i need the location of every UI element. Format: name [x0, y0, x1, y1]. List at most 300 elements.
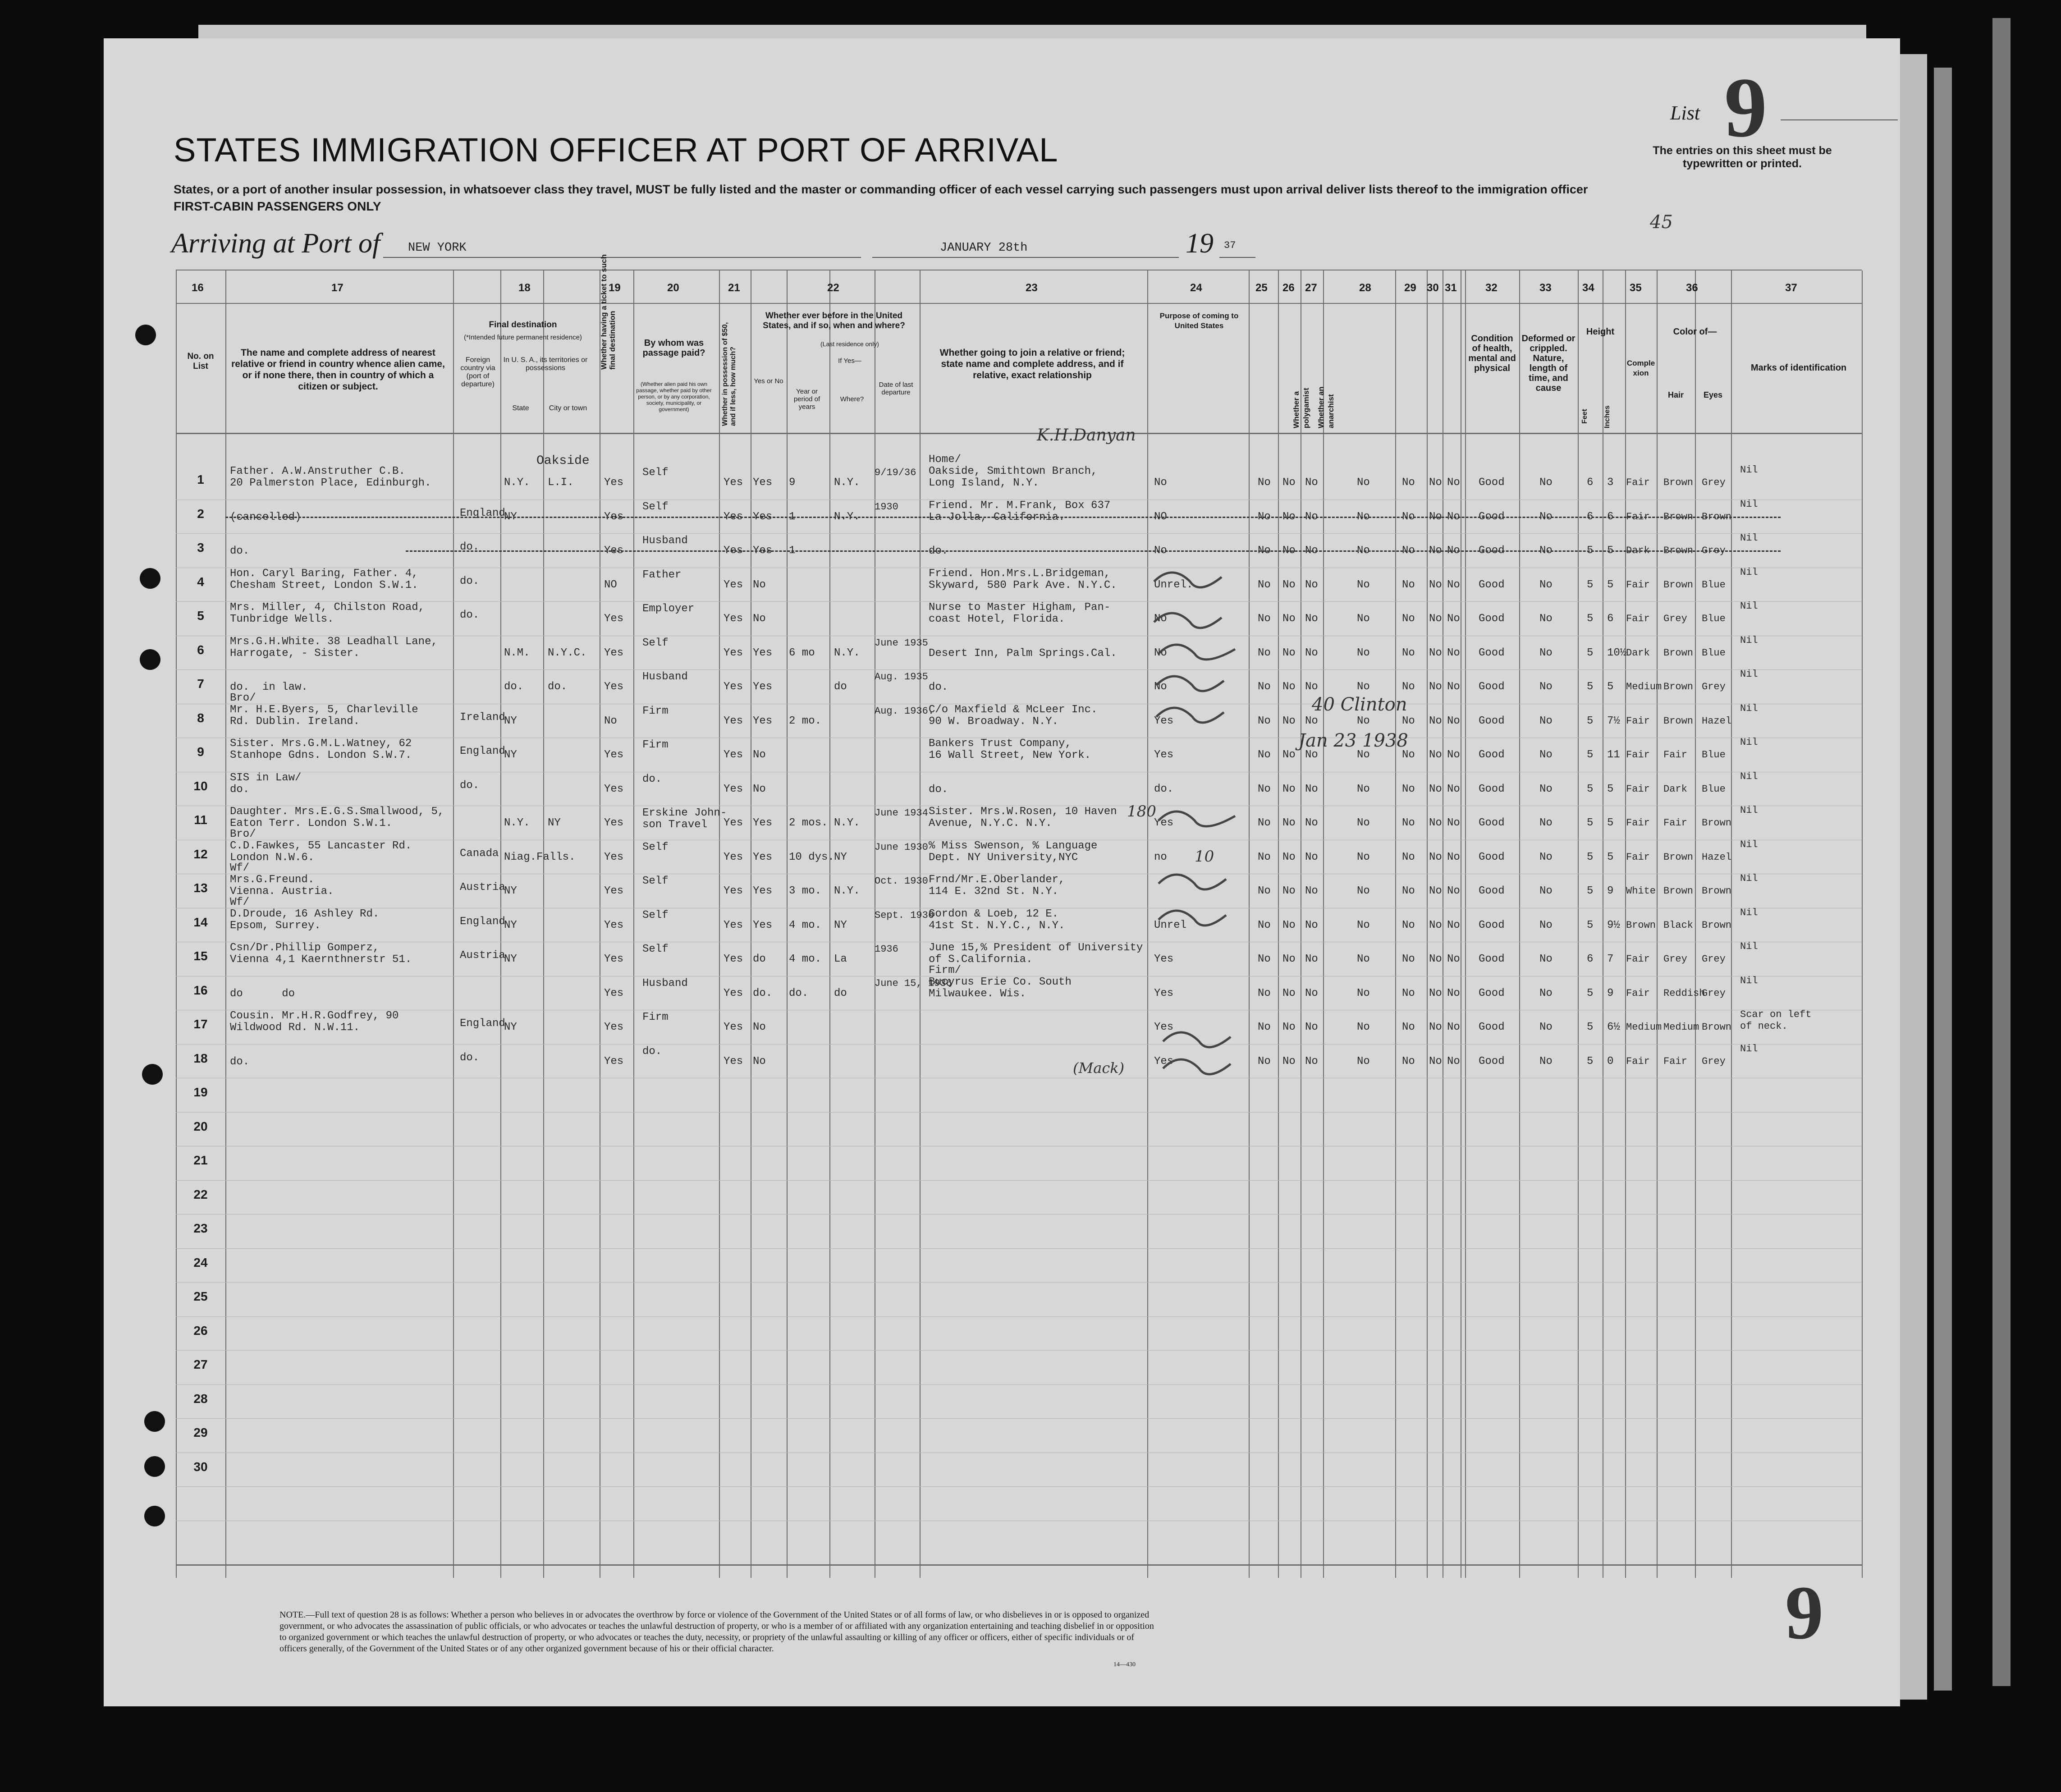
col29: No: [1402, 578, 1415, 591]
list-label: List: [1670, 102, 1700, 124]
relative-address: Csn/Dr.Phillip Gomperz, Vienna 4,1 Kaernthnerstr 51.: [230, 942, 412, 966]
col29: No: [1402, 987, 1415, 999]
col33-header: Deformed or crippled. Nature, length of time, and cause: [1521, 334, 1576, 393]
anarchist: No: [1305, 613, 1318, 625]
fifty-dollars: Yes: [724, 715, 743, 727]
where-in-us: NY: [834, 919, 847, 931]
col29: No: [1402, 817, 1415, 829]
foreign-country: do.: [460, 609, 480, 621]
col30: No: [1429, 646, 1442, 659]
height-inches: 6½: [1607, 1021, 1620, 1033]
purpose: Yes: [1154, 817, 1174, 829]
col25: No: [1258, 1021, 1271, 1033]
eye-color: Grey: [1702, 477, 1726, 488]
passage-paid-by: Self: [642, 467, 669, 479]
col18-note: (*Intended future permanent residence): [464, 334, 582, 341]
col30: No: [1429, 613, 1442, 625]
identification-marks: Nil: [1740, 634, 1758, 646]
ticket: Yes: [604, 987, 624, 999]
polygamist: No: [1282, 715, 1296, 727]
eye-color: Brown: [1702, 817, 1732, 829]
height-feet: 6: [1587, 477, 1594, 489]
col30: No: [1429, 1021, 1442, 1033]
city-header: City or town: [549, 404, 587, 412]
hair-color: Brown: [1663, 477, 1694, 488]
ticket: Yes: [604, 681, 624, 693]
deformed: No: [1539, 749, 1553, 761]
before-in-us: No: [753, 1021, 766, 1033]
date-departure: 1936: [875, 944, 898, 955]
column-rule: [633, 270, 634, 1578]
height-inches: 9: [1607, 885, 1614, 897]
year-suffix: 37: [1224, 240, 1236, 251]
col29: No: [1402, 681, 1415, 693]
date-departure: 1930: [875, 501, 898, 513]
hair-color: Black: [1663, 919, 1694, 931]
passage-paid-by: do.: [642, 1045, 662, 1058]
col25: No: [1258, 1055, 1271, 1068]
anarchist: No: [1305, 953, 1318, 965]
row-number: 2: [197, 506, 204, 521]
column-number: 28: [1359, 282, 1371, 294]
before-in-us: do: [753, 953, 766, 965]
col32-header: Condition of health, mental and physical: [1468, 334, 1516, 373]
column-rule: [1519, 270, 1520, 1578]
col23-header: Whether going to join a relative or friend; state name and complete address, and if relative, exact relationship: [939, 348, 1125, 380]
row-number: 29: [193, 1425, 208, 1439]
height-inches: 9½: [1607, 919, 1620, 931]
destination-state: NY: [504, 749, 517, 761]
col31: No: [1447, 885, 1460, 897]
where-in-us: do: [834, 987, 847, 999]
height-inches: 5: [1607, 681, 1614, 693]
eyes-header: Eyes: [1703, 390, 1723, 399]
row-number: 12: [193, 847, 208, 861]
column-rule: [1695, 270, 1696, 1578]
purpose: No: [1154, 545, 1167, 557]
passage-paid-by: Husband: [642, 535, 688, 547]
complexion: Fair: [1626, 613, 1650, 624]
joining-relative: Home/ Oakside, Smithtown Branch, Long Island, N.Y.: [929, 454, 1098, 489]
column-number: 34: [1582, 282, 1594, 294]
col28: No: [1357, 885, 1370, 897]
purpose: Yes: [1154, 987, 1174, 999]
hair-color: Brown: [1663, 681, 1694, 692]
purpose: No: [1154, 477, 1167, 489]
deformed: No: [1539, 783, 1553, 795]
col25: No: [1258, 545, 1271, 557]
destination-state: N.Y.: [504, 817, 530, 829]
passage-paid-by: Husband: [642, 977, 688, 990]
col28: No: [1357, 646, 1370, 659]
foreign-country: do.: [460, 541, 480, 553]
col30: No: [1429, 783, 1442, 795]
col25: No: [1258, 613, 1271, 625]
anarchist: No: [1305, 783, 1318, 795]
row-line: [176, 1282, 1862, 1283]
col29: No: [1402, 851, 1415, 863]
complexion: Medium: [1626, 681, 1662, 692]
passage-paid-by: Husband: [642, 671, 688, 683]
complexion: Medium: [1626, 1022, 1662, 1033]
health: Good: [1479, 715, 1505, 727]
deformed: No: [1539, 919, 1553, 931]
where-in-us: La: [834, 953, 847, 965]
before-in-us: No: [753, 749, 766, 761]
relative-address: Hon. Caryl Baring, Father. 4, Chesham Street, London S.W.1.: [230, 567, 418, 591]
polygamist: No: [1282, 578, 1296, 591]
purpose: No: [1154, 646, 1167, 659]
foreign-country: Ireland: [460, 711, 505, 724]
health: Good: [1479, 851, 1505, 863]
before-in-us: No: [753, 578, 766, 591]
col31: No: [1447, 1055, 1460, 1068]
before-in-us: No: [753, 783, 766, 795]
identification-marks: Nil: [1740, 600, 1758, 612]
health: Good: [1479, 919, 1505, 931]
col28: No: [1357, 613, 1370, 625]
row-line: [176, 1180, 1862, 1181]
col31: No: [1447, 477, 1460, 489]
row-number: 16: [193, 983, 208, 997]
ticket: NO: [604, 578, 617, 591]
health: Good: [1479, 1055, 1505, 1068]
complexion: Fair: [1626, 749, 1650, 761]
eye-color: Blue: [1702, 783, 1726, 795]
col30: No: [1429, 510, 1442, 523]
col31: No: [1447, 1021, 1460, 1033]
before-in-us: Yes: [753, 851, 773, 863]
before-in-us: Yes: [753, 919, 773, 931]
col19-header: Whether having a ticket to such final destination: [600, 254, 617, 370]
ticket: Yes: [604, 885, 624, 897]
arriving-label: Arriving at Port of: [171, 228, 380, 259]
handwriting-row12: 10: [1195, 848, 1214, 866]
column-rule: [787, 270, 788, 1578]
year-underline: [1219, 257, 1255, 258]
joining-relative: do.: [929, 681, 948, 693]
eye-color: Blue: [1702, 749, 1726, 761]
col25: No: [1258, 953, 1271, 965]
row-line: [176, 1384, 1862, 1385]
column-rule: [1578, 270, 1579, 1578]
date-departure: June 1935: [875, 637, 928, 649]
where-in-us: N.Y.: [834, 885, 860, 897]
col28: No: [1357, 510, 1370, 523]
where-in-us: N.Y.: [834, 477, 860, 489]
fifty-dollars: Yes: [724, 749, 743, 761]
identification-marks: Nil: [1740, 805, 1758, 816]
list-note: The entries on this sheet must be typewritten or printed.: [1653, 144, 1832, 170]
ticket: Yes: [604, 477, 624, 489]
deformed: No: [1539, 953, 1553, 965]
column-number: 31: [1445, 282, 1457, 294]
fifty-dollars: Yes: [724, 919, 743, 931]
inches-header: Inches: [1603, 405, 1611, 428]
fifty-dollars: Yes: [724, 1055, 743, 1068]
page-edge-stack: [1934, 68, 1952, 1691]
polygamist: No: [1282, 885, 1296, 897]
complexion: Dark: [1626, 647, 1650, 659]
col28: No: [1357, 851, 1370, 863]
complexion: Dark: [1626, 545, 1650, 556]
deformed: No: [1539, 477, 1553, 489]
deformed: No: [1539, 851, 1553, 863]
before-in-us: Yes: [753, 715, 773, 727]
years-in-us: 2 mo.: [789, 715, 822, 727]
foreign-country: England: [460, 745, 505, 757]
health: Good: [1479, 1021, 1505, 1033]
height-feet: 5: [1587, 851, 1594, 863]
height-feet: 5: [1587, 783, 1594, 795]
row-number: 17: [193, 1017, 208, 1031]
col28: No: [1357, 715, 1370, 727]
passage-paid-by: Self: [642, 909, 669, 921]
col30: No: [1429, 987, 1442, 999]
col31: No: [1447, 987, 1460, 999]
complexion: Fair: [1626, 579, 1650, 591]
complexion: Fair: [1626, 817, 1650, 829]
row-number: 5: [197, 609, 204, 623]
anarchist: No: [1305, 885, 1318, 897]
joining-relative: June 15,% President of University of S.California.: [929, 942, 1143, 966]
handwriting-row9: Jan 23 1938: [1298, 730, 1408, 751]
col25: No: [1258, 646, 1271, 659]
row-number: 10: [193, 779, 208, 793]
polygamist: No: [1282, 545, 1296, 557]
column-rule: [1657, 270, 1658, 1578]
fifty-dollars: Yes: [724, 681, 743, 693]
eye-color: Grey: [1702, 545, 1726, 556]
col36-header: Color of—: [1673, 327, 1717, 337]
ticket: Yes: [604, 953, 624, 965]
page-edge-shadow: [1992, 18, 2011, 1686]
col31: No: [1447, 613, 1460, 625]
column-number: 19: [609, 282, 621, 294]
col29: No: [1402, 477, 1415, 489]
col29: No: [1402, 613, 1415, 625]
list-number-underline: [1781, 119, 1898, 120]
purpose: Unrel.: [1154, 578, 1193, 591]
hair-color: Grey: [1663, 613, 1687, 624]
col31: No: [1447, 817, 1460, 829]
eye-color: Brown: [1702, 1022, 1732, 1033]
date-departure: Sept. 1936: [875, 909, 934, 921]
deformed: No: [1539, 885, 1553, 897]
row-number: 22: [193, 1187, 208, 1201]
joining-relative: do.: [929, 545, 948, 557]
deformed: No: [1539, 1055, 1553, 1068]
destination-state: NY: [504, 510, 517, 523]
ticket: Yes: [604, 817, 624, 829]
col29: No: [1402, 646, 1415, 659]
complexion: Fair: [1626, 987, 1650, 999]
col22-if-yes: If Yes—: [838, 357, 861, 365]
port-underline: [383, 257, 861, 258]
hair-color: Brown: [1663, 511, 1694, 522]
row-number: 4: [197, 574, 204, 589]
col31: No: [1447, 681, 1460, 693]
polygamist: No: [1282, 749, 1296, 761]
col18-header: Final destination: [489, 320, 557, 330]
destination-city: do.: [548, 681, 568, 693]
officer-signature-marks: [1145, 564, 1280, 1105]
destination-city: NY: [548, 817, 561, 829]
col25: No: [1258, 919, 1271, 931]
col26-header: Whether a polygamist: [1292, 388, 1310, 428]
eye-color: Grey: [1702, 987, 1726, 999]
col30: No: [1429, 545, 1442, 557]
polygamist: No: [1282, 1055, 1296, 1068]
col30: No: [1429, 1055, 1442, 1068]
col31: No: [1447, 578, 1460, 591]
column-number: 29: [1404, 282, 1416, 294]
before-in-us: Yes: [753, 681, 773, 693]
height-inches: 9: [1607, 987, 1614, 999]
fifty-dollars: Yes: [724, 510, 743, 523]
col30: No: [1429, 749, 1442, 761]
relative-address: Mrs. Miller, 4, Chilston Road, Tunbridge Wells.: [230, 601, 425, 625]
ticket: Yes: [604, 646, 624, 659]
ticket: Yes: [604, 783, 624, 795]
col30: No: [1429, 477, 1442, 489]
hair-color: Reddish: [1663, 987, 1705, 999]
page-subtitle: States, or a port of another insular possession, in whatsoever class they travel, MUST be fully listed and the master or commanding officer of each vessel carrying such passengers must upon arrival deliver lists thereof to the immigration officer: [174, 183, 1588, 196]
col30: No: [1429, 953, 1442, 965]
polygamist: No: [1282, 783, 1296, 795]
col27-header: Whether an anarchist: [1317, 386, 1335, 428]
column-number-rule: [176, 303, 1862, 304]
height-inches: 7: [1607, 953, 1614, 965]
identification-marks: Nil: [1740, 839, 1758, 850]
height-inches: 5: [1607, 817, 1614, 829]
column-number: 17: [331, 282, 344, 294]
complexion: White: [1626, 885, 1656, 897]
col29: No: [1402, 1021, 1415, 1033]
row-number: 28: [193, 1391, 208, 1406]
col25: No: [1258, 510, 1271, 523]
height-inches: 11: [1607, 749, 1620, 761]
before-in-us: Yes: [753, 545, 773, 557]
row-number: 9: [197, 745, 204, 759]
port-name: NEW YORK: [408, 241, 467, 255]
ticket: Yes: [604, 919, 624, 931]
polygamist: No: [1282, 681, 1296, 693]
joining-relative: Desert Inn, Palm Springs.Cal.: [929, 647, 1117, 660]
column-rule: [920, 270, 921, 1578]
col29: No: [1402, 510, 1415, 523]
relative-address: Sister. Mrs.G.M.L.Watney, 62 Stanhope Gdns. London S.W.7.: [230, 738, 412, 761]
years-in-us: 4 mo.: [789, 953, 822, 965]
passage-paid-by: Self: [642, 943, 669, 955]
before-in-us: No: [753, 1055, 766, 1068]
handwriting-row8: 40 Clinton: [1312, 694, 1407, 715]
height-inches: 0: [1607, 1055, 1614, 1068]
col29: No: [1402, 715, 1415, 727]
row-number: 21: [193, 1153, 208, 1167]
row-number: 7: [197, 677, 204, 691]
health: Good: [1479, 510, 1505, 523]
punch-hole: [140, 568, 160, 589]
handwriting-row1: K.H.Danyan: [1037, 426, 1136, 445]
col16-header: No. on List: [187, 352, 214, 371]
col28: No: [1357, 578, 1370, 591]
height-feet: 5: [1587, 817, 1594, 829]
fifty-dollars: Yes: [724, 1021, 743, 1033]
header-bottom-rule: [176, 433, 1862, 434]
row-number: 8: [197, 710, 204, 725]
col31: No: [1447, 919, 1460, 931]
fifty-dollars: Yes: [724, 578, 743, 591]
col29: No: [1402, 953, 1415, 965]
polygamist: No: [1282, 953, 1296, 965]
polygamist: No: [1282, 1021, 1296, 1033]
punch-hole: [144, 1506, 165, 1526]
col34-header: Height: [1586, 327, 1615, 337]
deformed: No: [1539, 578, 1553, 591]
passage-paid-by: Firm: [642, 1011, 669, 1023]
col28: No: [1357, 545, 1370, 557]
joining-relative: % Miss Swenson, % Language Dept. NY University,NYC: [929, 839, 1098, 864]
destination-state: Niag.Falls.: [504, 851, 576, 863]
punch-hole: [144, 1411, 165, 1432]
where-in-us: N.Y.: [834, 510, 860, 523]
polygamist: No: [1282, 817, 1296, 829]
col29: No: [1402, 783, 1415, 795]
health: Good: [1479, 646, 1505, 659]
anarchist: No: [1305, 1021, 1318, 1033]
eye-color: Blue: [1702, 613, 1726, 624]
feet-header: Feet: [1581, 409, 1589, 424]
punch-hole: [140, 649, 160, 670]
complexion: Fair: [1626, 1055, 1650, 1067]
passage-paid-by: do.: [642, 773, 662, 785]
column-number: 18: [518, 282, 531, 294]
joining-relative: do.: [929, 783, 948, 796]
foreign-country: do.: [460, 1051, 480, 1064]
relative-address: Bro/ C.D.Fawkes, 55 Lancaster Rd. London N.W.6.: [230, 828, 412, 864]
date-departure: Aug. 1935: [875, 671, 928, 683]
eye-color: Blue: [1702, 647, 1726, 659]
fifty-dollars: Yes: [724, 987, 743, 999]
table-bottom-rule: [176, 1564, 1862, 1566]
destination-city: N.Y.C.: [548, 646, 587, 659]
years-in-us: 3 mo.: [789, 885, 822, 897]
col31: No: [1447, 749, 1460, 761]
where-in-us: do: [834, 681, 847, 693]
hair-color: Fair: [1663, 817, 1687, 829]
anarchist: No: [1305, 715, 1318, 727]
height-inches: 5: [1607, 578, 1614, 591]
passage-paid-by: Self: [642, 875, 669, 887]
destination-state: NY: [504, 715, 517, 727]
destination-state: do.: [504, 681, 524, 693]
list-number: 9: [1724, 60, 1767, 155]
col28: No: [1357, 1055, 1370, 1068]
hair-color: Brown: [1663, 647, 1694, 659]
deformed: No: [1539, 545, 1553, 557]
column-rule: [1427, 270, 1428, 1578]
row-number: 1: [197, 472, 204, 486]
anarchist: No: [1305, 545, 1318, 557]
health: Good: [1479, 477, 1505, 489]
hair-color: Fair: [1663, 1055, 1687, 1067]
col28: No: [1357, 477, 1370, 489]
foreign-country: England: [460, 507, 505, 519]
date-departure: 9/19/36: [875, 467, 916, 478]
years-in-us: 4 mo.: [789, 919, 822, 931]
passage-paid-by: Firm: [642, 739, 669, 751]
